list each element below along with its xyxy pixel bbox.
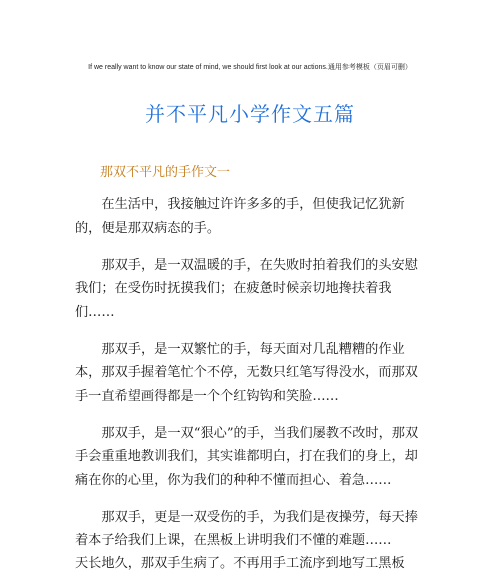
section-heading: 那双不平凡的手作文一 <box>100 165 231 180</box>
document-title: 并不平凡小学作文五篇 <box>145 102 355 126</box>
paragraph-1: 在生活中，我接触过许许多多的手，但使我记忆犹新的，便是那双病态的手。 <box>75 197 405 236</box>
paragraph-4: 那双手，是一双“狠心”的手，当我们屡教不改时，那双手会重重地教训我们，其实谁都明白，打在我们的身上，却痛在你的心里，你为我们的种种不懂而担心、着急…… <box>75 425 419 488</box>
paragraph-2: 那双手，是一双温暖的手，在失败时拍着我们的头安慰我们；在受伤时抚摸我们；在疲惫时候亲切地搀扶着我们…… <box>75 257 418 320</box>
cut-off-line: 天长地久，那双手生病了。不再用手工流序到地写工黑板 <box>75 556 405 571</box>
paragraph-3: 那双手，是一双繁忙的手，每天面对几乱糟糟的作业本，那双手握着笔忙个不停，无数只红笔写得没水，而那双手一直希望画得都是一个个红钩钩和笑脸…… <box>75 341 418 404</box>
body-text <box>75 193 425 566</box>
paragraph-5: 那双手，更是一双受伤的手，为我们是夜操劳，每天捧着本子给我们上课，在黑板上讲明我们不懂的难题…… <box>75 509 418 548</box>
page-header: If we really want to know our state of mind, we should first look at our actions.通用参考模板（页眉可删） <box>88 64 412 71</box>
